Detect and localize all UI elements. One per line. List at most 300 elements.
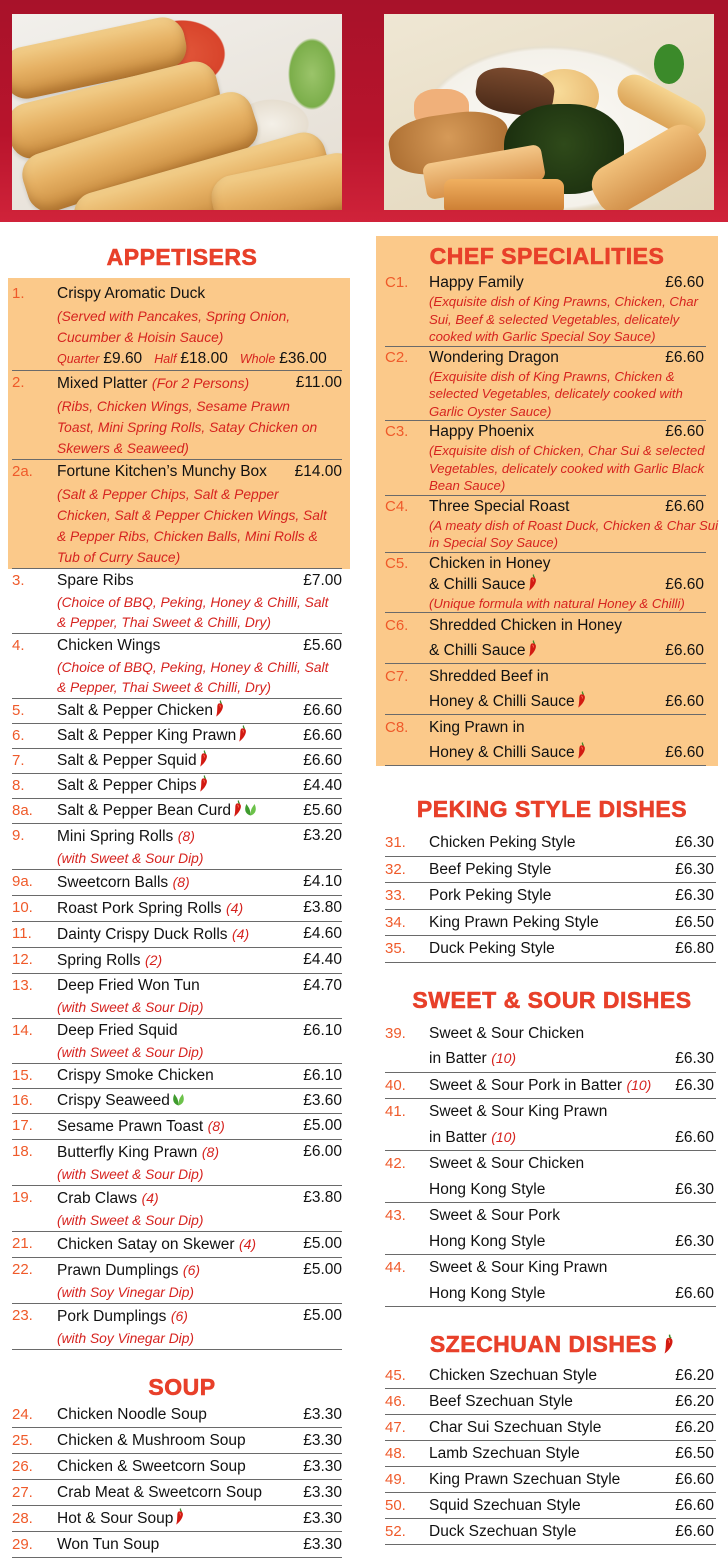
item-name-line — [57, 1114, 342, 1139]
portion-price: £18.00 — [180, 350, 228, 367]
item-name-line — [57, 1186, 342, 1211]
item-name: Salt & Pepper Chips — [57, 777, 197, 794]
item-number: 15. — [12, 1067, 33, 1084]
portion-prices — [57, 348, 342, 370]
menu-item[interactable] — [0, 974, 364, 1018]
item-price: £6.60 — [303, 727, 342, 744]
menu-item[interactable] — [0, 870, 364, 895]
item-name: Sweet & Sour Pork in Batter — [429, 1076, 622, 1094]
item-name: Sweet & Sour King Prawn — [429, 1259, 608, 1276]
item-description: (with Sweet & Sour Dip) — [57, 1045, 204, 1060]
menu-item[interactable] — [376, 272, 718, 346]
menu-item[interactable] — [0, 1019, 364, 1063]
item-name-line — [57, 1304, 342, 1329]
portion-label: Whole — [239, 352, 276, 366]
item-name-line-2 — [429, 689, 704, 714]
item-name-line — [57, 1064, 342, 1088]
item-price: £6.30 — [675, 1232, 714, 1250]
item-name: Pork Peking Style — [429, 887, 552, 904]
chilli-icon — [577, 691, 586, 708]
item-price: £6.60 — [675, 1128, 714, 1146]
item-price: £6.50 — [675, 913, 714, 931]
item-price: £3.30 — [303, 1510, 342, 1527]
item-quantity: (8) — [177, 828, 195, 844]
item-name-line — [429, 910, 714, 936]
item-name-line — [429, 347, 704, 368]
item-name-continued: Honey & Chilli Sauce — [429, 744, 575, 761]
item-number: 44. — [385, 1259, 406, 1276]
item-name: Salt & Pepper Bean Curd — [57, 802, 232, 819]
row-divider — [385, 765, 706, 766]
item-price: £6.60 — [303, 752, 342, 769]
item-price: £14.00 — [294, 463, 342, 480]
item-number: 41. — [385, 1103, 406, 1120]
item-name: Deep Fried Squid — [57, 1022, 178, 1039]
item-name: Chicken & Sweetcorn Soup — [57, 1458, 246, 1475]
item-number: 8. — [12, 777, 25, 794]
item-name: Deep Fried Won Tun — [57, 977, 200, 994]
item-number: 12. — [12, 951, 33, 968]
item-name-line — [57, 371, 342, 396]
item-number: 8a. — [12, 802, 33, 819]
menu-item[interactable] — [376, 1493, 728, 1518]
item-price: £4.40 — [303, 777, 342, 794]
menu-item[interactable] — [376, 1021, 728, 1072]
item-number: 49. — [385, 1471, 406, 1488]
item-price: £6.30 — [675, 1076, 714, 1094]
item-name-line — [429, 1151, 714, 1177]
item-price: £6.60 — [303, 702, 342, 719]
item-price: £5.60 — [303, 637, 342, 654]
item-name: Spring Rolls — [57, 952, 141, 969]
menu-item[interactable] — [0, 1064, 364, 1088]
item-name-line — [429, 1389, 714, 1414]
chef-specialities-box — [376, 236, 718, 766]
portion-label: Half — [154, 352, 177, 366]
item-name: Char Sui Szechuan Style — [429, 1419, 602, 1436]
item-name: Chicken Szechuan Style — [429, 1367, 598, 1384]
item-name: Crab Meat & Sweetcorn Soup — [57, 1484, 263, 1501]
item-name: Chicken Peking Style — [429, 834, 576, 851]
item-number: C6. — [385, 617, 409, 634]
item-name-continued: in Batter — [429, 1050, 487, 1067]
item-name-line — [429, 1203, 714, 1229]
menu-item[interactable] — [0, 1454, 364, 1479]
menu-item[interactable] — [376, 613, 718, 663]
item-price: £4.40 — [303, 951, 342, 968]
chilli-icon — [233, 800, 242, 817]
item-number: 27. — [12, 1484, 33, 1501]
menu-item[interactable] — [376, 1389, 728, 1414]
item-number: 45. — [385, 1367, 406, 1384]
item-name: Salt & Pepper Chicken — [57, 702, 213, 719]
item-name-continued: Hong Kong Style — [429, 1232, 546, 1250]
item-number: 5. — [12, 702, 25, 719]
item-description: (Salt & Pepper Chips, Salt & Pepper Chicken, Salt & Pepper Chicken Wings, Salt & Pepper Ribs, Chicken Balls, Mini Rolls & Tub of Curry Sauce) — [57, 487, 327, 565]
menu-item[interactable] — [0, 922, 364, 947]
item-name: Sweetcorn Balls — [57, 874, 169, 891]
menu-item[interactable] — [0, 1140, 364, 1185]
item-price: £5.00 — [303, 1307, 342, 1324]
item-name-line — [57, 1089, 342, 1113]
menu-item[interactable] — [0, 1186, 364, 1231]
item-price: £6.50 — [675, 1445, 714, 1462]
menu-item[interactable] — [0, 1402, 364, 1427]
item-description: (with Sweet & Sour Dip) — [57, 1000, 204, 1015]
menu-item[interactable] — [0, 799, 364, 823]
item-number: 1. — [12, 285, 25, 302]
item-price: £6.60 — [675, 1497, 714, 1514]
menu-item[interactable] — [0, 569, 364, 633]
item-name: Dainty Crispy Duck Rolls — [57, 926, 228, 943]
item-name-line — [429, 1519, 714, 1544]
item-name-line — [57, 1480, 342, 1505]
menu-item[interactable] — [376, 1519, 728, 1544]
item-name-line — [57, 922, 342, 947]
item-name: Squid Szechuan Style — [429, 1497, 581, 1514]
item-number: 4. — [12, 637, 25, 654]
item-number: 2. — [12, 374, 25, 391]
menu-item[interactable] — [0, 371, 364, 459]
item-name-line — [429, 936, 714, 962]
item-number: 29. — [12, 1536, 33, 1553]
item-name: Duck Peking Style — [429, 940, 555, 957]
item-number: 28. — [12, 1510, 33, 1527]
item-quantity: (For 2 Persons) — [151, 375, 250, 391]
item-name-continued: in Batter — [429, 1128, 487, 1146]
item-name-line — [57, 634, 342, 658]
row-divider — [12, 1349, 342, 1350]
item-name: Prawn Dumplings — [57, 1262, 179, 1279]
item-number: 3. — [12, 572, 25, 589]
menu-item[interactable] — [0, 278, 364, 370]
mixed-platter-photo — [384, 14, 714, 210]
item-price: £5.00 — [303, 1235, 342, 1252]
item-number: 32. — [385, 860, 406, 878]
item-price: £3.30 — [303, 1484, 342, 1501]
item-description: (Exquisite dish of King Prawns, Chicken, Char Sui, Beef & selected Vegetables, delicately cooked with Garlic Special Soy Sauce) — [429, 294, 698, 344]
peking-heading: PEKING STYLE DISHES — [416, 796, 688, 822]
item-name: Sesame Prawn Toast — [57, 1118, 204, 1135]
soup-heading: SOUP — [148, 1374, 216, 1400]
menu-item[interactable] — [0, 634, 364, 698]
vegetarian-leaf-icon — [244, 803, 257, 816]
menu-item[interactable] — [376, 1467, 728, 1492]
item-quantity: (10) — [491, 1050, 517, 1066]
menu-item[interactable] — [0, 699, 364, 723]
item-price: £11.00 — [295, 374, 342, 391]
item-price: £5.00 — [303, 1261, 342, 1278]
menu-item[interactable] — [0, 1428, 364, 1453]
item-price: £3.80 — [303, 899, 342, 916]
item-number: 2a. — [12, 463, 33, 480]
menu-item[interactable] — [376, 910, 728, 936]
item-name: Chicken Wings — [57, 637, 161, 654]
item-price: £6.30 — [675, 887, 714, 904]
item-name-continued: Hong Kong Style — [429, 1180, 546, 1198]
item-name: Salt & Pepper King Prawn — [57, 727, 237, 744]
menu-item[interactable] — [376, 664, 718, 714]
item-number: 42. — [385, 1155, 406, 1172]
item-price: £6.60 — [665, 642, 704, 659]
item-number: 24. — [12, 1406, 33, 1423]
appetisers-heading: APPETISERS — [106, 244, 258, 270]
item-number: 39. — [385, 1024, 406, 1042]
item-name: Chicken Noodle Soup — [57, 1406, 207, 1423]
chilli-icon — [663, 1334, 674, 1354]
item-number: 33. — [385, 887, 406, 904]
portion-label: Quarter — [57, 352, 100, 366]
item-name-line — [57, 282, 342, 306]
item-name: Duck Szechuan Style — [429, 1523, 577, 1540]
row-divider — [385, 962, 716, 963]
item-name: Sweet & Sour King Prawn — [429, 1103, 608, 1120]
menu-item[interactable] — [0, 724, 364, 748]
item-name: Won Tun Soup — [57, 1536, 160, 1553]
vegetarian-leaf-icon — [172, 1093, 185, 1106]
item-name: Shredded Chicken in Honey — [429, 617, 623, 634]
item-quantity: (6) — [182, 1262, 201, 1278]
menu-item[interactable] — [0, 1304, 364, 1349]
item-name-line — [57, 1019, 342, 1043]
item-quantity: (10) — [626, 1076, 652, 1093]
item-description: (A meaty dish of Roast Duck, Chicken & Char Sui in Special Soy Sauce) — [429, 517, 719, 550]
item-quantity: (2) — [145, 952, 163, 968]
item-number: C1. — [385, 274, 409, 291]
item-name-line — [57, 824, 342, 849]
menu-item[interactable] — [376, 1073, 728, 1099]
item-number: C4. — [385, 497, 409, 515]
item-price: £6.60 — [675, 1471, 714, 1488]
item-name-line — [57, 948, 342, 973]
item-price: £6.20 — [675, 1367, 714, 1384]
portion-price: £9.60 — [103, 350, 143, 367]
sweet-sour-heading: SWEET & SOUR DISHES — [412, 986, 692, 1013]
menu-item[interactable] — [376, 936, 728, 962]
menu-item[interactable] — [0, 1089, 364, 1113]
item-number: 11. — [12, 925, 32, 942]
item-name: Chicken & Mushroom Soup — [57, 1432, 246, 1449]
menu-item[interactable] — [376, 857, 728, 883]
item-price: £6.20 — [675, 1393, 714, 1410]
chilli-icon — [238, 725, 247, 742]
menu-item[interactable] — [376, 1415, 728, 1440]
chilli-icon — [577, 742, 586, 759]
item-price: £6.60 — [665, 693, 704, 710]
item-name-line — [429, 1073, 714, 1099]
item-name-line-2 — [429, 638, 704, 663]
item-number: 19. — [12, 1189, 33, 1206]
item-number: 6. — [12, 727, 25, 744]
item-price: £6.60 — [675, 1523, 714, 1540]
item-name-line — [429, 1441, 714, 1466]
item-name-line-2 — [429, 1281, 714, 1307]
item-name-line — [57, 749, 342, 773]
item-name-line — [57, 1402, 342, 1427]
item-name-line — [429, 1099, 714, 1125]
menu-item[interactable] — [0, 460, 364, 568]
item-name: Mixed Platter — [57, 375, 148, 392]
item-quantity: (8) — [201, 1144, 220, 1160]
item-number: C3. — [385, 423, 409, 440]
item-price: £3.20 — [303, 827, 342, 844]
item-description: (Choice of BBQ, Peking, Honey & Chilli, Salt & Pepper, Thai Sweet & Chilli, Dry) — [57, 660, 329, 695]
item-name-line — [429, 1467, 714, 1492]
menu-item[interactable] — [0, 774, 364, 798]
chilli-icon — [199, 750, 208, 767]
item-name-line — [429, 553, 704, 574]
item-name: Roast Pork Spring Rolls — [57, 900, 222, 917]
menu-item[interactable] — [0, 1114, 364, 1139]
menu-item[interactable] — [376, 1441, 728, 1466]
menu-item[interactable] — [376, 496, 718, 552]
item-number: 7. — [12, 752, 25, 769]
item-price: £6.30 — [675, 1050, 714, 1067]
menu-item[interactable] — [376, 1363, 728, 1388]
item-price: £6.60 — [665, 575, 704, 593]
item-number: 40. — [385, 1076, 406, 1094]
item-price: £6.30 — [675, 860, 714, 878]
menu-item[interactable] — [0, 1258, 364, 1303]
item-price: £6.60 — [665, 348, 704, 366]
item-name-line-2 — [429, 1229, 714, 1255]
item-number: C5. — [385, 554, 409, 572]
chilli-icon — [215, 700, 224, 717]
item-number: 43. — [385, 1207, 406, 1224]
menu-item[interactable] — [0, 1506, 364, 1531]
menu-item[interactable] — [0, 1232, 364, 1257]
item-name-line-2 — [429, 1046, 714, 1072]
menu-item[interactable] — [376, 1099, 728, 1150]
item-name: Crispy Aromatic Duck — [57, 285, 206, 302]
item-name: Beef Szechuan Style — [429, 1393, 573, 1410]
item-description: (with Soy Vinegar Dip) — [57, 1331, 195, 1346]
item-name-line — [429, 830, 714, 856]
item-name-line — [57, 1532, 342, 1557]
item-name: Crab Claws — [57, 1190, 138, 1207]
menu-item[interactable] — [376, 715, 718, 765]
menu-item[interactable] — [376, 421, 718, 495]
item-description: (Ribs, Chicken Wings, Sesame Prawn Toast, Mini Spring Rolls, Satay Chicken on Skewers & Seaweed) — [57, 399, 318, 456]
item-price: £6.60 — [675, 1284, 714, 1302]
item-number: C8. — [385, 719, 409, 736]
item-name-line — [57, 724, 342, 748]
item-number: 23. — [12, 1307, 33, 1324]
item-number: 52. — [385, 1523, 406, 1540]
item-description: (with Soy Vinegar Dip) — [57, 1285, 195, 1300]
menu-item[interactable] — [0, 1532, 364, 1557]
item-name-line — [429, 1255, 714, 1281]
item-number: 18. — [12, 1143, 33, 1160]
item-name: Sweet & Sour Chicken — [429, 1155, 585, 1172]
item-price: £6.20 — [675, 1419, 714, 1436]
menu-item[interactable] — [376, 1255, 728, 1306]
item-price: £4.70 — [303, 977, 342, 994]
menu-item[interactable] — [376, 347, 718, 421]
item-name-line — [429, 272, 704, 293]
item-quantity: (6) — [170, 1308, 188, 1324]
item-name: Spare Ribs — [57, 572, 134, 589]
item-quantity: (4) — [232, 926, 250, 942]
item-number: 48. — [385, 1445, 406, 1462]
menu-item[interactable] — [376, 1151, 728, 1202]
item-price: £5.60 — [303, 802, 342, 819]
menu-item[interactable] — [0, 948, 364, 973]
item-name: Fortune Kitchen’s Munchy Box — [57, 463, 267, 480]
item-price: £6.10 — [303, 1022, 342, 1039]
item-number: 50. — [385, 1497, 406, 1514]
item-name-line-2 — [429, 1125, 714, 1151]
menu-item[interactable] — [0, 824, 364, 869]
item-number: 34. — [385, 913, 406, 931]
item-name-line — [57, 1506, 342, 1531]
appetisers-highlight-box — [8, 278, 350, 569]
item-price: £5.00 — [303, 1117, 342, 1134]
menu-item[interactable] — [0, 896, 364, 921]
item-name-continued: Hong Kong Style — [429, 1284, 546, 1302]
item-number: 25. — [12, 1432, 33, 1449]
item-description: (Unique formula with natural Honey & Chilli) — [429, 595, 685, 611]
header-banner — [0, 0, 728, 222]
item-price: £3.30 — [303, 1432, 342, 1449]
item-name-line — [429, 1493, 714, 1518]
item-name: Shredded Beef in — [429, 668, 549, 685]
item-name: Lamb Szechuan Style — [429, 1445, 580, 1462]
item-price: £6.00 — [303, 1143, 342, 1160]
item-number: 17. — [12, 1117, 33, 1134]
item-number: 10. — [12, 899, 33, 916]
item-price: £7.00 — [303, 572, 342, 589]
chilli-icon — [175, 1508, 184, 1525]
item-name: Sweet & Sour Pork — [429, 1207, 560, 1224]
item-name: Crispy Smoke Chicken — [57, 1067, 214, 1084]
item-name: King Prawn in — [429, 719, 525, 736]
item-name-line — [429, 1363, 714, 1388]
item-name: Sweet & Sour Chicken — [429, 1024, 585, 1042]
item-name-line-2 — [429, 1177, 714, 1203]
item-description: (Exquisite dish of Chicken, Char Sui & selected Vegetables, delicately cooked with Garlic Black Bean Sauce) — [429, 443, 705, 493]
item-name-continued: Honey & Chilli Sauce — [429, 693, 575, 710]
menu-item[interactable] — [376, 1203, 728, 1254]
item-description: (Exquisite dish of King Prawns, Chicken & selected Vegetables, delicately cooked with Garlic Oyster Sauce) — [429, 368, 683, 419]
item-name: King Prawn Peking Style — [429, 913, 599, 931]
item-number: 46. — [385, 1393, 406, 1410]
item-name-line — [429, 496, 704, 517]
menu-item[interactable] — [376, 830, 728, 856]
item-name-line — [57, 870, 342, 895]
item-name: Chicken in Honey — [429, 554, 551, 572]
item-number: 14. — [12, 1022, 33, 1039]
item-name: Happy Family — [429, 274, 524, 291]
chilli-icon — [528, 574, 537, 591]
item-name: Mini Spring Rolls — [57, 828, 174, 845]
szechuan-heading: SZECHUAN DISHES — [376, 1329, 728, 1363]
item-number: 16. — [12, 1092, 33, 1109]
menu-item[interactable] — [376, 553, 718, 613]
item-name-line-2 — [429, 740, 704, 765]
item-name: Salt & Pepper Squid — [57, 752, 197, 769]
item-quantity: (4) — [226, 900, 244, 916]
item-name: Crispy Seaweed — [57, 1092, 170, 1109]
item-price: £6.30 — [675, 834, 714, 851]
menu-item[interactable] — [376, 883, 728, 909]
item-price: £3.60 — [303, 1092, 342, 1109]
menu-item[interactable] — [0, 1480, 364, 1505]
item-number: 13. — [12, 977, 33, 994]
menu-item[interactable] — [0, 749, 364, 773]
item-description: (with Sweet & Sour Dip) — [57, 1167, 204, 1182]
item-price: £6.60 — [665, 423, 704, 440]
